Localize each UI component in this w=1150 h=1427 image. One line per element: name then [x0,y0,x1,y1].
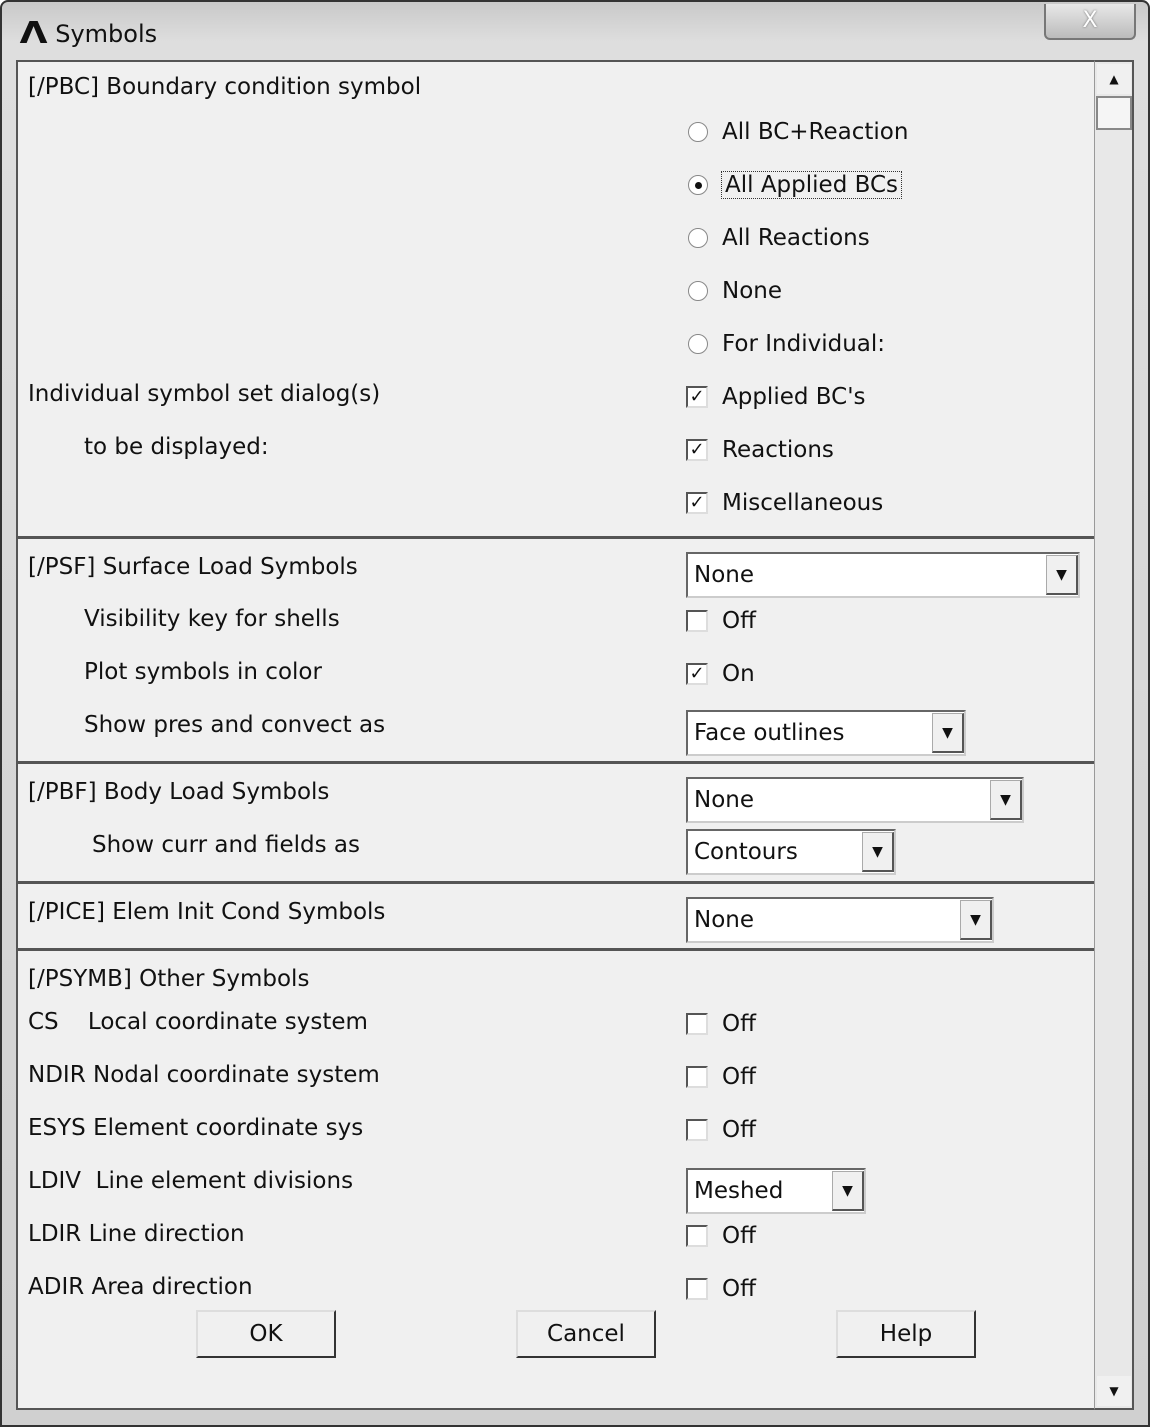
psymb-label: ESYS Element coordinate sys [28,1115,364,1141]
divider [16,761,1094,764]
psymb-checkbox[interactable]: Off [686,1064,756,1090]
chevron-down-icon[interactable]: ▼ [832,1171,864,1211]
radio-option[interactable]: For Individual: [688,331,885,357]
radio-button[interactable] [688,175,708,195]
psymb-checkbox[interactable]: Off [686,1276,756,1302]
scroll-down-icon[interactable]: ▼ [1097,1376,1131,1406]
radio-button[interactable] [688,334,708,354]
psymb-checkbox[interactable]: Off [686,1117,756,1143]
chevron-down-icon[interactable]: ▼ [1046,555,1078,595]
checkbox[interactable]: ✓ [686,386,708,408]
checkbox-option[interactable]: ✓ Miscellaneous [686,490,883,516]
pres-label: Show pres and convect as [84,712,386,738]
checkbox-option[interactable]: ✓ Reactions [686,437,834,463]
visibility-label: Visibility key for shells [84,606,340,632]
pice-header: [/PICE] Elem Init Cond Symbols [28,899,386,925]
chevron-down-icon[interactable]: ▼ [862,832,894,872]
psymb-checkbox[interactable]: Off [686,1223,756,1249]
color-checkbox[interactable]: ✓ On [686,661,755,687]
pres-select[interactable]: Face outlines ▼ [686,710,966,756]
psf-header: [/PSF] Surface Load Symbols [28,554,358,580]
checkbox[interactable]: ✓ [686,492,708,514]
divider [16,536,1094,539]
close-button[interactable]: X [1044,4,1136,40]
checkbox[interactable] [686,1278,708,1300]
help-button[interactable]: Help [836,1310,976,1358]
radio-option[interactable]: None [688,278,782,304]
ldiv-select[interactable]: Meshed ▼ [686,1168,866,1214]
vertical-scrollbar[interactable] [1094,60,1134,1410]
ansys-logo-icon: Λ [19,16,48,51]
pbf-header: [/PBF] Body Load Symbols [28,779,330,805]
pbf-select[interactable]: None ▼ [686,777,1024,823]
psymb-label: LDIV Line element divisions [28,1168,354,1194]
checkbox[interactable] [686,1225,708,1247]
curr-select[interactable]: Contours ▼ [686,829,896,875]
divider [16,881,1094,884]
radio-button[interactable] [688,122,708,142]
color-label: Plot symbols in color [84,659,322,685]
title-bar [19,16,158,51]
psymb-checkbox[interactable]: Off [686,1011,756,1037]
psymb-label: LDIR Line direction [28,1221,245,1247]
pice-select[interactable]: None ▼ [686,897,994,943]
window-title: Symbols [55,19,158,48]
checkbox[interactable]: ✓ [686,439,708,461]
psf-select[interactable]: None ▼ [686,552,1080,598]
radio-option[interactable]: All Applied BCs [688,172,901,198]
pbc-header: [/PBC] Boundary condition symbol [28,74,422,100]
cancel-button[interactable]: Cancel [516,1310,656,1358]
radio-option[interactable]: All Reactions [688,225,870,251]
psymb-label: NDIR Nodal coordinate system [28,1062,380,1088]
chevron-down-icon[interactable]: ▼ [960,900,992,940]
visibility-checkbox[interactable]: Off [686,608,756,634]
checkbox-option[interactable]: ✓ Applied BC's [686,384,866,410]
psymb-label: ADIR Area direction [28,1274,253,1300]
checkbox[interactable]: ✓ [686,663,708,685]
radio-button[interactable] [688,281,708,301]
checkbox[interactable] [686,1013,708,1035]
radio-button[interactable] [688,228,708,248]
radio-option[interactable]: All BC+Reaction [688,119,908,145]
divider [16,948,1094,951]
ok-button[interactable]: OK [196,1310,336,1358]
chevron-down-icon[interactable]: ▼ [990,780,1022,820]
checkbox[interactable] [686,1119,708,1141]
psymb-header: [/PSYMB] Other Symbols [28,966,310,992]
chevron-down-icon[interactable]: ▼ [932,713,964,753]
psymb-label: CS Local coordinate system [28,1009,368,1035]
scrollbar-thumb[interactable] [1096,96,1132,130]
scroll-up-icon[interactable]: ▲ [1097,64,1131,94]
checkbox[interactable] [686,1066,708,1088]
curr-label: Show curr and fields as [92,832,360,858]
individual-label: Individual symbol set dialog(s) [28,381,381,407]
displayed-label: to be displayed: [84,434,269,460]
checkbox[interactable] [686,610,708,632]
